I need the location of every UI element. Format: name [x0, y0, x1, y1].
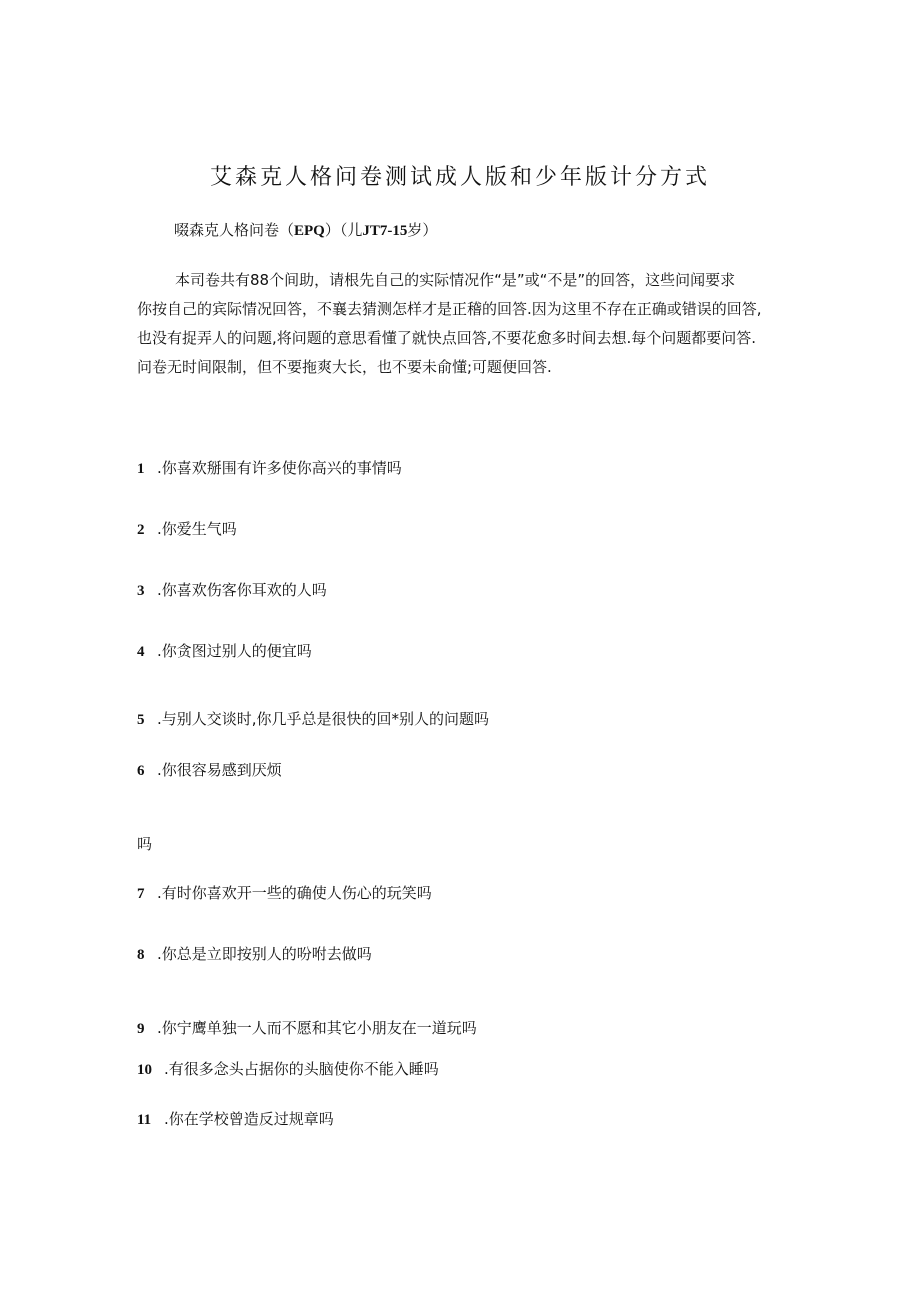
question-item: [137, 579, 327, 600]
question-text: .你喜欢伤客你耳欢的人吗: [157, 581, 327, 599]
question-item: [137, 708, 489, 729]
question-number: 9: [137, 1021, 145, 1037]
question-number: 10: [137, 1062, 152, 1078]
subtitle-abbr: EPQ: [294, 223, 325, 239]
question-number: 8: [137, 947, 145, 963]
question-item: [137, 1017, 477, 1038]
subtitle-middle: ）（儿: [324, 221, 363, 239]
question-number: 7: [137, 886, 145, 902]
question-item: [137, 640, 312, 661]
instructions-line: 问卷无时间限制，但不要拖爽大长，也不要未俞懂;可题便回答.: [137, 358, 552, 376]
question-item: [137, 1108, 334, 1129]
instructions-line: 也没有捉弄人的问题,将问题的意思看懂了就快点回答,不要花愈多时间去想.每个问题都要问答.: [137, 329, 757, 347]
question-text: .你在学校曾造反过规章吗: [164, 1110, 334, 1128]
instructions-paragraph: [137, 266, 787, 382]
question-item: [137, 1058, 439, 1079]
question-number: 5: [137, 712, 145, 728]
subtitle-suffix: 岁）: [407, 221, 438, 239]
question-item: [137, 759, 282, 780]
question-number: 3: [137, 583, 145, 599]
question-item: [137, 943, 372, 964]
question-text: .有时你喜欢开一些的确使人伤心的玩笑吗: [157, 884, 432, 902]
question-item: [137, 882, 432, 903]
question-number: 6: [137, 763, 145, 779]
document-title: 艾森克人格问卷测试成人版和少年版计分方式: [209, 165, 710, 190]
question-text: .有很多念头占据你的头脑使你不能入睡吗: [164, 1060, 439, 1078]
question-text: .与别人交谈时,你几乎总是很快的回*别人的问题吗: [157, 710, 490, 728]
question-number: 1: [137, 461, 145, 477]
question-text: .你很容易感到厌烦: [157, 761, 282, 779]
questionnaire-subtitle: [174, 219, 437, 240]
subtitle-age-code: JT7-15: [362, 223, 408, 239]
instructions-line: 本司卷共有88个间助，请根先自己的实际情况作“是”或“不是”的回答，这些问闻要求: [175, 271, 736, 289]
question-item: [137, 457, 402, 478]
question-number: 4: [137, 644, 145, 660]
question-text: .你总是立即按别人的吩咐去做吗: [157, 945, 372, 963]
subtitle-prefix: 啜森克人格问卷（: [174, 221, 295, 239]
question-item: [137, 518, 237, 539]
question-text: .你贪图过别人的便宜吗: [157, 642, 312, 660]
question-number: 11: [137, 1112, 152, 1128]
question-text: .你爱生气吗: [157, 520, 237, 538]
question-number: 2: [137, 522, 145, 538]
question-text: .你宁鹰单独一人而不愿和其它小朋友在一道玩吗: [157, 1019, 477, 1037]
wrapped-question-fragment: 吗: [137, 835, 153, 853]
question-text: .你喜欢掰围有许多使你高兴的事情吗: [157, 459, 402, 477]
instructions-line: 你按自己的宾际情况回答，不襄去猜测怎样才是正稽的回答.因为这里不存在正确或错误的回答,: [137, 300, 762, 318]
